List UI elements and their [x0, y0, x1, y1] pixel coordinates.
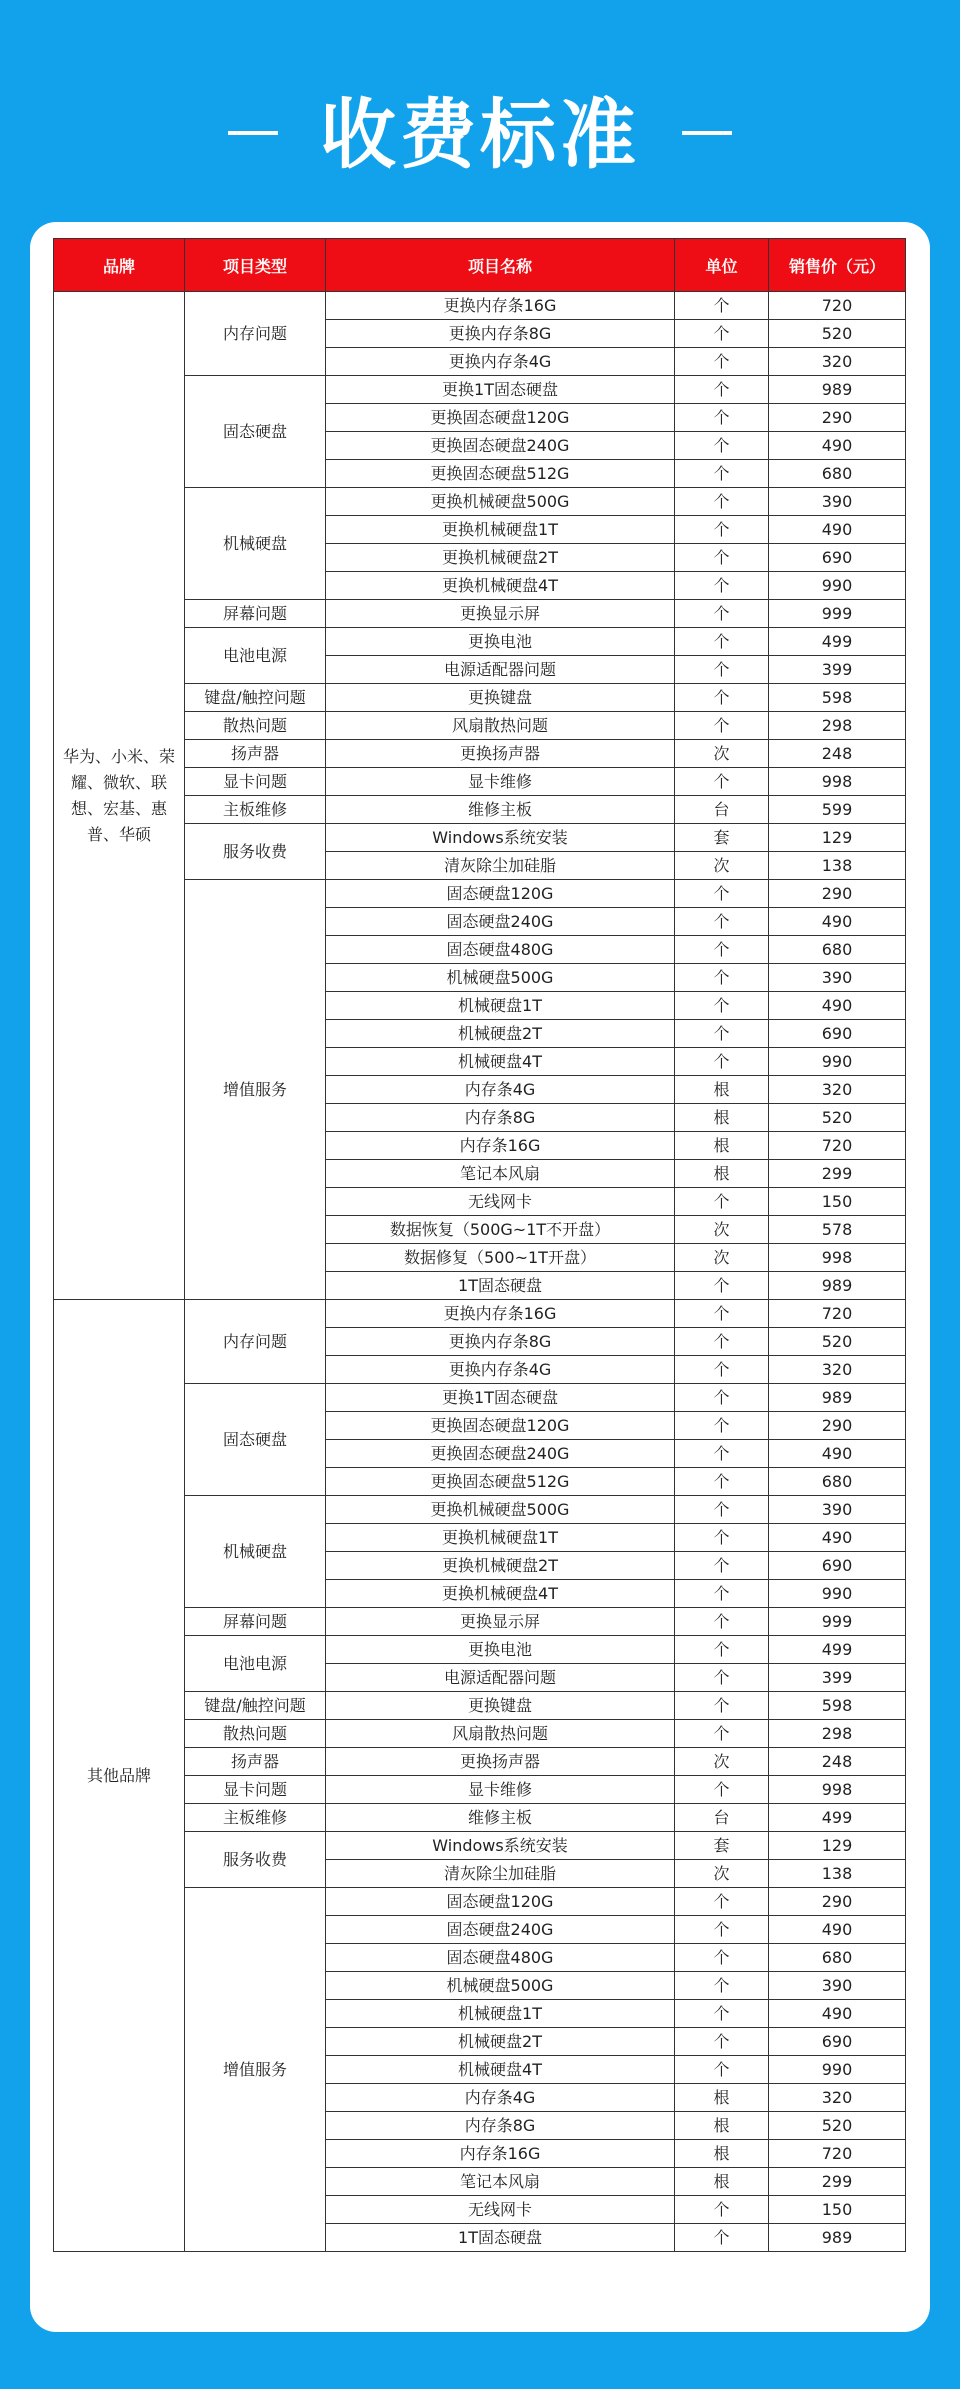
- category-cell: 屏幕问题: [185, 600, 326, 628]
- price-cell: 320: [769, 348, 906, 376]
- unit-cell: 个: [675, 684, 769, 712]
- price-cell: 520: [769, 2112, 906, 2140]
- unit-cell: 个: [675, 768, 769, 796]
- item-name-cell: 更换内存条16G: [326, 1300, 675, 1328]
- unit-cell: 个: [675, 1720, 769, 1748]
- price-cell: 720: [769, 2140, 906, 2168]
- price-cell: 599: [769, 796, 906, 824]
- unit-cell: 个: [675, 2196, 769, 2224]
- unit-cell: 个: [675, 1496, 769, 1524]
- price-cell: 990: [769, 1048, 906, 1076]
- category-cell: 机械硬盘: [185, 488, 326, 600]
- item-name-cell: 固态硬盘480G: [326, 1944, 675, 1972]
- price-cell: 720: [769, 292, 906, 320]
- title-dash-right: [682, 131, 732, 135]
- price-cell: 399: [769, 656, 906, 684]
- item-name-cell: 风扇散热问题: [326, 712, 675, 740]
- unit-cell: 个: [675, 516, 769, 544]
- unit-cell: 个: [675, 488, 769, 516]
- unit-cell: 次: [675, 1860, 769, 1888]
- unit-cell: 个: [675, 320, 769, 348]
- item-name-cell: 更换固态硬盘120G: [326, 404, 675, 432]
- price-cell: 999: [769, 1608, 906, 1636]
- unit-cell: 台: [675, 796, 769, 824]
- unit-cell: 根: [675, 1132, 769, 1160]
- item-name-cell: 更换1T固态硬盘: [326, 1384, 675, 1412]
- unit-cell: 个: [675, 936, 769, 964]
- unit-cell: 个: [675, 992, 769, 1020]
- column-header-price: 销售价（元）: [769, 239, 906, 292]
- table-row: [54, 1300, 906, 1328]
- category-cell: 显卡问题: [185, 768, 326, 796]
- unit-cell: 个: [675, 1944, 769, 1972]
- brand-cell: 其他品牌: [54, 1300, 185, 2252]
- item-name-cell: 电源适配器问题: [326, 1664, 675, 1692]
- item-name-cell: 1T固态硬盘: [326, 2224, 675, 2252]
- unit-cell: 套: [675, 1832, 769, 1860]
- price-cell: 390: [769, 964, 906, 992]
- price-cell: 299: [769, 1160, 906, 1188]
- price-cell: 298: [769, 1720, 906, 1748]
- unit-cell: 个: [675, 2028, 769, 2056]
- unit-cell: 个: [675, 572, 769, 600]
- price-cell: 490: [769, 908, 906, 936]
- unit-cell: 个: [675, 1524, 769, 1552]
- item-name-cell: 笔记本风扇: [326, 1160, 675, 1188]
- item-name-cell: 内存条16G: [326, 2140, 675, 2168]
- unit-cell: 台: [675, 1804, 769, 1832]
- price-cell: 690: [769, 1552, 906, 1580]
- price-cell: 390: [769, 488, 906, 516]
- price-cell: 390: [769, 1972, 906, 2000]
- category-cell: 内存问题: [185, 292, 326, 376]
- price-cell: 598: [769, 1692, 906, 1720]
- price-cell: 150: [769, 1188, 906, 1216]
- unit-cell: 个: [675, 628, 769, 656]
- item-name-cell: 机械硬盘500G: [326, 1972, 675, 2000]
- unit-cell: 个: [675, 2224, 769, 2252]
- item-name-cell: 机械硬盘2T: [326, 1020, 675, 1048]
- item-name-cell: 固态硬盘240G: [326, 1916, 675, 1944]
- price-cell: 129: [769, 824, 906, 852]
- item-name-cell: 更换显示屏: [326, 1608, 675, 1636]
- price-cell: 520: [769, 1104, 906, 1132]
- item-name-cell: 更换机械硬盘4T: [326, 572, 675, 600]
- item-name-cell: 无线网卡: [326, 2196, 675, 2224]
- category-cell: 内存问题: [185, 1300, 326, 1384]
- item-name-cell: 更换机械硬盘4T: [326, 1580, 675, 1608]
- unit-cell: 根: [675, 2140, 769, 2168]
- unit-cell: 个: [675, 292, 769, 320]
- unit-cell: 次: [675, 1244, 769, 1272]
- price-cell: 998: [769, 768, 906, 796]
- unit-cell: 根: [675, 1160, 769, 1188]
- column-header-brand: 品牌: [54, 239, 185, 292]
- unit-cell: 个: [675, 1020, 769, 1048]
- page-title: 收费标准: [320, 90, 640, 179]
- price-cell: 390: [769, 1496, 906, 1524]
- price-cell: 520: [769, 320, 906, 348]
- price-cell: 290: [769, 1888, 906, 1916]
- item-name-cell: 更换机械硬盘1T: [326, 1524, 675, 1552]
- item-name-cell: 笔记本风扇: [326, 2168, 675, 2196]
- unit-cell: 个: [675, 600, 769, 628]
- unit-cell: 个: [675, 460, 769, 488]
- unit-cell: 次: [675, 740, 769, 768]
- price-cell: 989: [769, 376, 906, 404]
- price-cell: 490: [769, 992, 906, 1020]
- item-name-cell: 更换电池: [326, 1636, 675, 1664]
- price-cell: 138: [769, 1860, 906, 1888]
- category-cell: 机械硬盘: [185, 1496, 326, 1608]
- price-cell: 598: [769, 684, 906, 712]
- unit-cell: 次: [675, 852, 769, 880]
- item-name-cell: 固态硬盘120G: [326, 1888, 675, 1916]
- unit-cell: 根: [675, 1076, 769, 1104]
- unit-cell: 个: [675, 1636, 769, 1664]
- item-name-cell: 固态硬盘120G: [326, 880, 675, 908]
- unit-cell: 个: [675, 2056, 769, 2084]
- category-cell: 键盘/触控问题: [185, 1692, 326, 1720]
- price-cell: 720: [769, 1300, 906, 1328]
- price-cell: 399: [769, 1664, 906, 1692]
- item-name-cell: 维修主板: [326, 796, 675, 824]
- price-cell: 490: [769, 432, 906, 460]
- item-name-cell: 内存条8G: [326, 1104, 675, 1132]
- price-cell: 990: [769, 2056, 906, 2084]
- category-cell: 显卡问题: [185, 1776, 326, 1804]
- price-cell: 998: [769, 1244, 906, 1272]
- table-row: [54, 292, 906, 320]
- unit-cell: 个: [675, 964, 769, 992]
- item-name-cell: 机械硬盘4T: [326, 2056, 675, 2084]
- column-header-category: 项目类型: [185, 239, 326, 292]
- price-cell: 989: [769, 1384, 906, 1412]
- item-name-cell: 更换扬声器: [326, 740, 675, 768]
- item-name-cell: 内存条4G: [326, 1076, 675, 1104]
- price-cell: 490: [769, 2000, 906, 2028]
- price-table: [53, 238, 906, 2252]
- unit-cell: 个: [675, 1468, 769, 1496]
- unit-cell: 个: [675, 2000, 769, 2028]
- category-cell: 固态硬盘: [185, 1384, 326, 1496]
- item-name-cell: 更换内存条4G: [326, 1356, 675, 1384]
- price-cell: 680: [769, 1944, 906, 1972]
- unit-cell: 次: [675, 1216, 769, 1244]
- unit-cell: 个: [675, 656, 769, 684]
- unit-cell: 个: [675, 348, 769, 376]
- item-name-cell: 机械硬盘2T: [326, 2028, 675, 2056]
- item-name-cell: 更换固态硬盘240G: [326, 432, 675, 460]
- unit-cell: 套: [675, 824, 769, 852]
- category-cell: 服务收费: [185, 824, 326, 880]
- item-name-cell: 更换固态硬盘512G: [326, 1468, 675, 1496]
- unit-cell: 个: [675, 1580, 769, 1608]
- table-header-row: [54, 239, 906, 292]
- unit-cell: 个: [675, 1048, 769, 1076]
- unit-cell: 个: [675, 1188, 769, 1216]
- unit-cell: 个: [675, 1776, 769, 1804]
- item-name-cell: 数据修复（500~1T开盘）: [326, 1244, 675, 1272]
- unit-cell: 个: [675, 1412, 769, 1440]
- price-cell: 499: [769, 1636, 906, 1664]
- item-name-cell: 内存条4G: [326, 2084, 675, 2112]
- price-cell: 989: [769, 1272, 906, 1300]
- unit-cell: 根: [675, 2112, 769, 2140]
- price-cell: 990: [769, 572, 906, 600]
- item-name-cell: 固态硬盘240G: [326, 908, 675, 936]
- unit-cell: 个: [675, 1300, 769, 1328]
- price-cell: 290: [769, 1412, 906, 1440]
- category-cell: 主板维修: [185, 1804, 326, 1832]
- unit-cell: 个: [675, 544, 769, 572]
- item-name-cell: 机械硬盘1T: [326, 992, 675, 1020]
- item-name-cell: 更换机械硬盘2T: [326, 1552, 675, 1580]
- item-name-cell: 维修主板: [326, 1804, 675, 1832]
- unit-cell: 个: [675, 432, 769, 460]
- item-name-cell: 更换内存条16G: [326, 292, 675, 320]
- unit-cell: 次: [675, 1748, 769, 1776]
- price-cell: 990: [769, 1580, 906, 1608]
- item-name-cell: 数据恢复（500G~1T不开盘）: [326, 1216, 675, 1244]
- unit-cell: 个: [675, 1328, 769, 1356]
- item-name-cell: 显卡维修: [326, 768, 675, 796]
- price-cell: 680: [769, 936, 906, 964]
- item-name-cell: 更换固态硬盘240G: [326, 1440, 675, 1468]
- price-cell: 248: [769, 1748, 906, 1776]
- unit-cell: 个: [675, 404, 769, 432]
- category-cell: 屏幕问题: [185, 1608, 326, 1636]
- price-cell: 680: [769, 460, 906, 488]
- category-cell: 电池电源: [185, 628, 326, 684]
- item-name-cell: 更换机械硬盘2T: [326, 544, 675, 572]
- price-cell: 320: [769, 2084, 906, 2112]
- category-cell: 散热问题: [185, 1720, 326, 1748]
- item-name-cell: 更换固态硬盘120G: [326, 1412, 675, 1440]
- price-cell: 290: [769, 880, 906, 908]
- page-header: [0, 0, 960, 222]
- unit-cell: 个: [675, 880, 769, 908]
- item-name-cell: 更换内存条8G: [326, 320, 675, 348]
- price-cell: 499: [769, 628, 906, 656]
- item-name-cell: 更换固态硬盘512G: [326, 460, 675, 488]
- unit-cell: 个: [675, 1972, 769, 2000]
- unit-cell: 个: [675, 1692, 769, 1720]
- price-cell: 520: [769, 1328, 906, 1356]
- item-name-cell: 机械硬盘500G: [326, 964, 675, 992]
- category-cell: 扬声器: [185, 1748, 326, 1776]
- price-cell: 129: [769, 1832, 906, 1860]
- unit-cell: 个: [675, 1608, 769, 1636]
- category-cell: 键盘/触控问题: [185, 684, 326, 712]
- item-name-cell: 无线网卡: [326, 1188, 675, 1216]
- price-cell: 720: [769, 1132, 906, 1160]
- category-cell: 增值服务: [185, 880, 326, 1300]
- price-cell: 150: [769, 2196, 906, 2224]
- price-cell: 490: [769, 1524, 906, 1552]
- price-cell: 138: [769, 852, 906, 880]
- price-cell: 490: [769, 516, 906, 544]
- column-header-item: 项目名称: [326, 239, 675, 292]
- item-name-cell: 更换显示屏: [326, 600, 675, 628]
- category-cell: 散热问题: [185, 712, 326, 740]
- unit-cell: 个: [675, 1664, 769, 1692]
- category-cell: 主板维修: [185, 796, 326, 824]
- table-body: [54, 292, 906, 2252]
- price-cell: 989: [769, 2224, 906, 2252]
- category-cell: 服务收费: [185, 1832, 326, 1888]
- item-name-cell: 显卡维修: [326, 1776, 675, 1804]
- unit-cell: 根: [675, 2168, 769, 2196]
- unit-cell: 个: [675, 1272, 769, 1300]
- price-cell: 320: [769, 1356, 906, 1384]
- unit-cell: 根: [675, 1104, 769, 1132]
- category-cell: 固态硬盘: [185, 376, 326, 488]
- item-name-cell: 更换机械硬盘1T: [326, 516, 675, 544]
- item-name-cell: 1T固态硬盘: [326, 1272, 675, 1300]
- category-cell: 增值服务: [185, 1888, 326, 2252]
- item-name-cell: 内存条8G: [326, 2112, 675, 2140]
- price-cell: 248: [769, 740, 906, 768]
- price-cell: 998: [769, 1776, 906, 1804]
- price-cell: 680: [769, 1468, 906, 1496]
- item-name-cell: 机械硬盘4T: [326, 1048, 675, 1076]
- unit-cell: 个: [675, 1888, 769, 1916]
- item-name-cell: 清灰除尘加硅脂: [326, 1860, 675, 1888]
- category-cell: 电池电源: [185, 1636, 326, 1692]
- item-name-cell: 固态硬盘480G: [326, 936, 675, 964]
- item-name-cell: 更换键盘: [326, 1692, 675, 1720]
- price-cell: 490: [769, 1916, 906, 1944]
- unit-cell: 个: [675, 1440, 769, 1468]
- price-cell: 499: [769, 1804, 906, 1832]
- unit-cell: 个: [675, 712, 769, 740]
- item-name-cell: 更换1T固态硬盘: [326, 376, 675, 404]
- item-name-cell: 清灰除尘加硅脂: [326, 852, 675, 880]
- unit-cell: 个: [675, 908, 769, 936]
- item-name-cell: 更换内存条4G: [326, 348, 675, 376]
- unit-cell: 个: [675, 1356, 769, 1384]
- unit-cell: 个: [675, 1916, 769, 1944]
- item-name-cell: Windows系统安装: [326, 824, 675, 852]
- price-cell: 999: [769, 600, 906, 628]
- price-cell: 320: [769, 1076, 906, 1104]
- item-name-cell: 内存条16G: [326, 1132, 675, 1160]
- item-name-cell: 更换键盘: [326, 684, 675, 712]
- unit-cell: 个: [675, 1552, 769, 1580]
- item-name-cell: 更换机械硬盘500G: [326, 488, 675, 516]
- column-header-unit: 单位: [675, 239, 769, 292]
- unit-cell: 个: [675, 376, 769, 404]
- item-name-cell: 更换机械硬盘500G: [326, 1496, 675, 1524]
- item-name-cell: 更换内存条8G: [326, 1328, 675, 1356]
- price-cell: 690: [769, 544, 906, 572]
- item-name-cell: 电源适配器问题: [326, 656, 675, 684]
- price-cell: 299: [769, 2168, 906, 2196]
- brand-cell: 华为、小米、荣耀、微软、联想、宏基、惠普、华硕: [54, 292, 185, 1300]
- item-name-cell: Windows系统安装: [326, 1832, 675, 1860]
- price-cell: 290: [769, 404, 906, 432]
- item-name-cell: 机械硬盘1T: [326, 2000, 675, 2028]
- price-cell: 578: [769, 1216, 906, 1244]
- price-cell: 690: [769, 1020, 906, 1048]
- item-name-cell: 更换扬声器: [326, 1748, 675, 1776]
- item-name-cell: 风扇散热问题: [326, 1720, 675, 1748]
- price-cell: 690: [769, 2028, 906, 2056]
- price-cell: 298: [769, 712, 906, 740]
- unit-cell: 根: [675, 2084, 769, 2112]
- category-cell: 扬声器: [185, 740, 326, 768]
- price-cell: 490: [769, 1440, 906, 1468]
- unit-cell: 个: [675, 1384, 769, 1412]
- item-name-cell: 更换电池: [326, 628, 675, 656]
